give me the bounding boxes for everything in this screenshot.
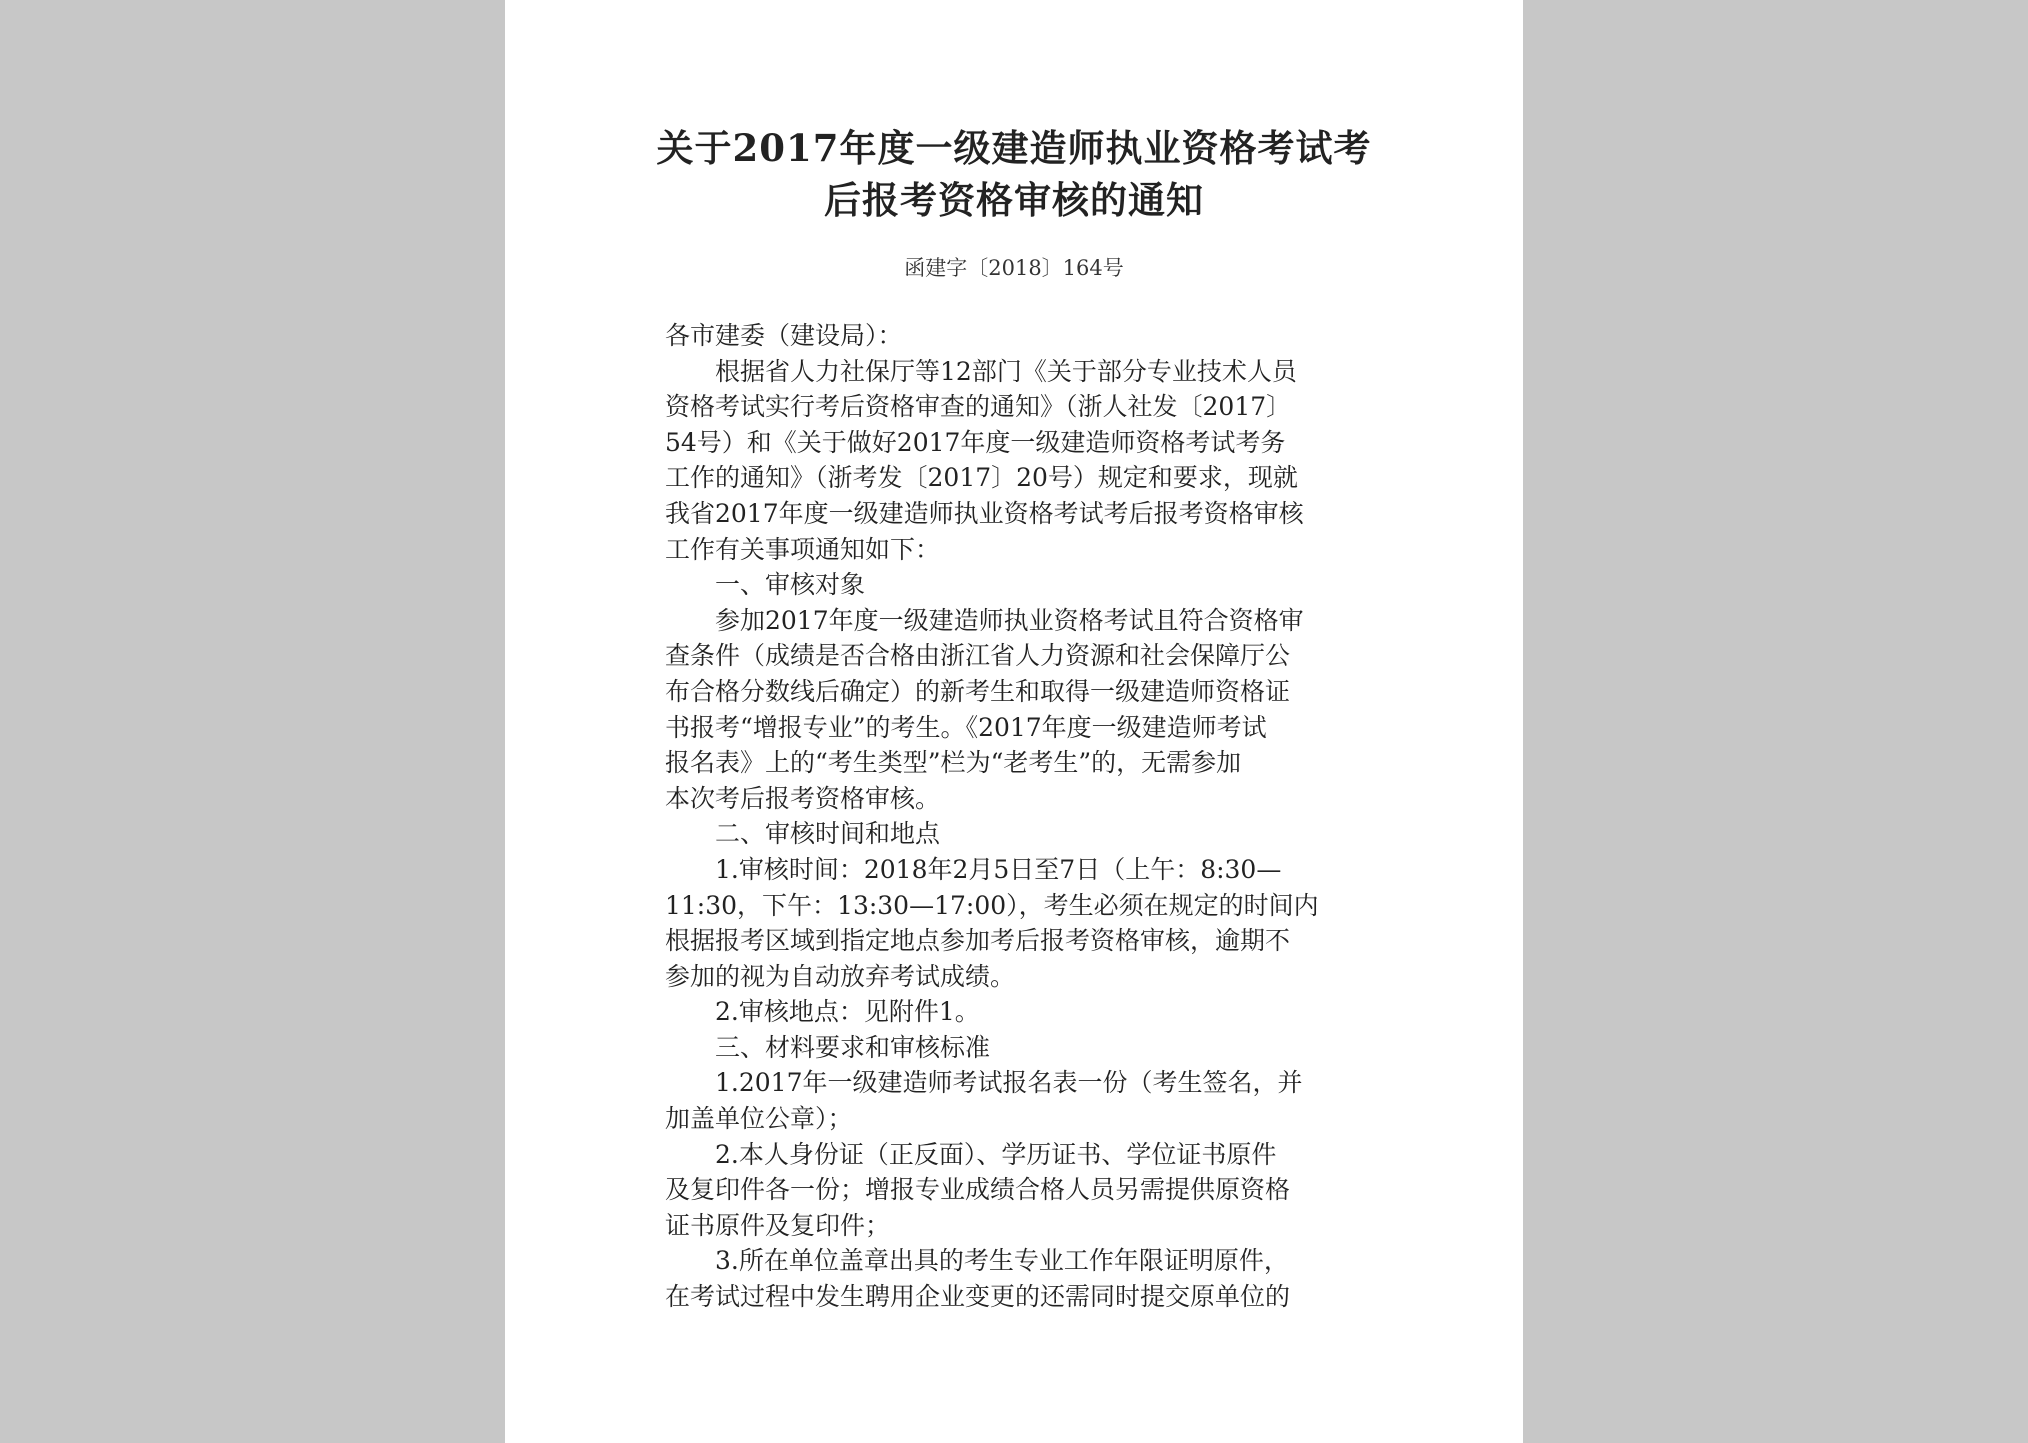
body-line: 根据省人力社保厅等12部门《关于部分专业技术人员: [665, 356, 1297, 386]
body-line: 2.审核地点：见附件1。: [665, 997, 980, 1027]
document-body: [665, 318, 1375, 1315]
body-line: 查条件（成绩是否合格由浙江省人力资源和社会保障厅公: [665, 641, 1291, 671]
body-line: 参加的视为自动放弃考试成绩。: [665, 961, 1016, 991]
section-heading: 三、材料要求和审核标准: [665, 1032, 991, 1062]
document-number: 函建字〔2018〕164号: [904, 256, 1124, 280]
body-line: 参加2017年度一级建造师执业资格考试且符合资格审: [665, 605, 1304, 635]
body-line: 报名表》上的“考生类型”栏为“老考生”的，无需参加: [665, 748, 1242, 778]
body-line: 在考试过程中发生聘用企业变更的还需同时提交原单位的: [665, 1282, 1291, 1312]
body-line: 工作有关事项通知如下：: [665, 534, 941, 564]
body-line: 根据报考区域到指定地点参加考后报考资格审核，逾期不: [665, 926, 1291, 956]
body-line: 及复印件各一份；增报专业成绩合格人员另需提供原资格: [665, 1175, 1291, 1205]
body-line: 工作的通知》（浙考发〔2017〕20号）规定和要求，现就: [665, 463, 1298, 493]
body-line: 3.所在单位盖章出具的考生专业工作年限证明原件，: [665, 1246, 1289, 1276]
body-line: 资格考试实行考后资格审查的通知》（浙人社发〔2017〕: [665, 392, 1292, 422]
body-line: 1.2017年一级建造师考试报名表一份（考生签名，并: [665, 1068, 1303, 1098]
body-line: 加盖单位公章）；: [665, 1104, 853, 1134]
body-line: 11:30，下午：13:30—17:00），考生必须在规定的时间内: [665, 890, 1319, 920]
body-line: 1.审核时间：2018年2月5日至7日（上午：8:30—: [665, 854, 1282, 884]
salutation: 各市建委（建设局）：: [665, 321, 903, 350]
document-page: [505, 0, 1523, 1443]
body-line: 本次考后报考资格审核。: [665, 783, 941, 813]
title-line-1: 关于2017年度一级建造师执业资格考试考: [656, 126, 1372, 170]
section-heading: 二、审核时间和地点: [665, 819, 941, 849]
document-title: [505, 122, 1523, 226]
section-heading: 一、审核对象: [665, 570, 866, 600]
body-line: 54号）和《关于做好2017年度一级建造师资格考试考务: [665, 427, 1286, 457]
title-line-2: 后报考资格审核的通知: [824, 178, 1204, 222]
body-line: 我省2017年度一级建造师执业资格考试考后报考资格审核: [665, 498, 1304, 528]
body-line: 2.本人身份证（正反面）、学历证书、学位证书原件: [665, 1139, 1277, 1169]
body-line: 布合格分数线后确定）的新考生和取得一级建造师资格证: [665, 676, 1291, 706]
body-line: 证书原件及复印件；: [665, 1210, 891, 1240]
body-line: 书报考“增报专业”的考生。《2017年度一级建造师考试: [665, 712, 1267, 742]
